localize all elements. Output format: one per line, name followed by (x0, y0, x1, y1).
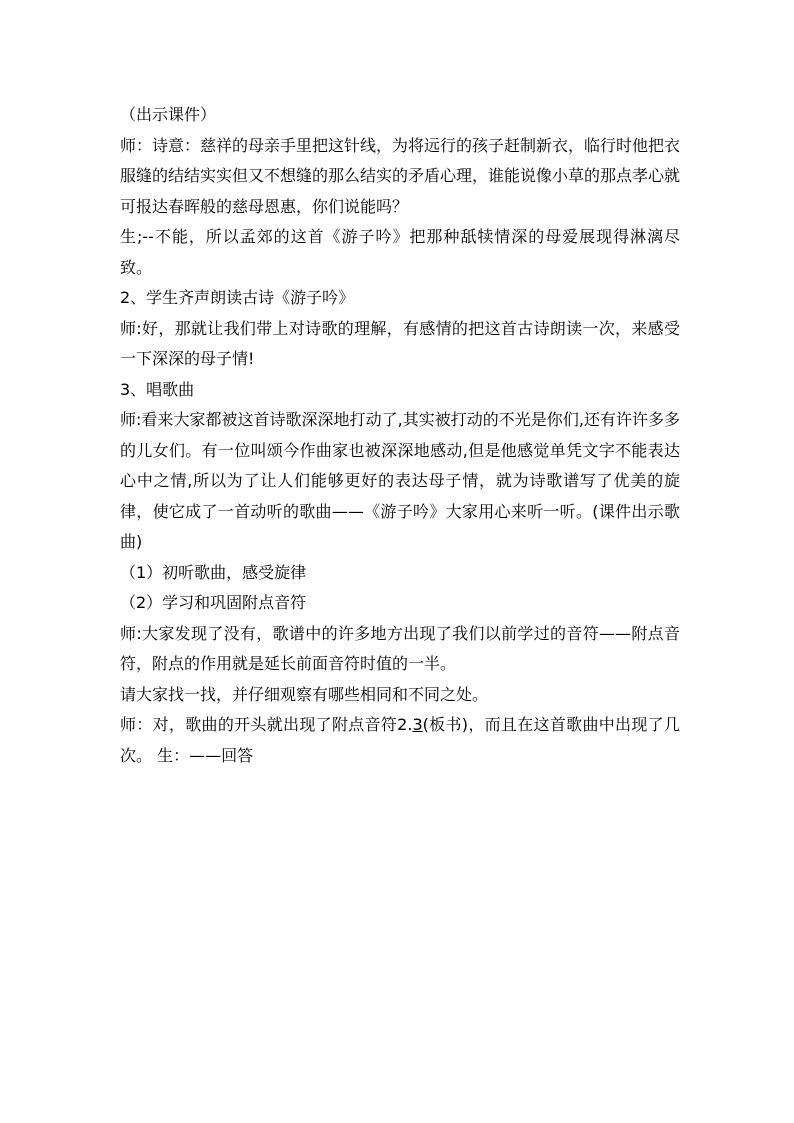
heading-step-2: 2、学生齐声朗读古诗《游子吟》 (120, 288, 355, 307)
paragraph-teacher-poem-meaning: 师：诗意：慈祥的母亲手里把这针线，为将远行的孩子赶制新衣，临行时他把衣服缝的结结实实但又不想缝的那么结实的矛盾心理，谁能说像小草的那点孝心就可报达春晖般的慈母恩惠，你们说能吗？ (120, 135, 681, 216)
paragraph-teacher-read-aloud: 师:好，那就让我们带上对诗歌的理解，有感情的把这首古诗朗读一次，来感受一下深深的母子情! (120, 318, 680, 368)
heading-step-3: 3、唱歌曲 (120, 379, 195, 399)
paragraph-find-differences: 请大家找一找，并仔细观察有哪些相同和不同之处。 (120, 684, 489, 704)
document-page (120, 100, 680, 771)
paragraph-teacher-song-opening (120, 710, 680, 771)
paragraph-teacher-dotted-notes: 师:大家发现了没有，歌谱中的许多地方出现了我们以前学过的音符——附点音符，附点的作用就是延长前面音符时值的一半。 (120, 623, 680, 673)
paragraph-teacher-song-intro: 师:看来大家都被这首诗歌深深地打动了,其实被打动的不光是你们,还有许许多多的儿女们。有一位叫颂今作曲家也被深深地感动,但是他感觉单凭文字不能表达心中之情,所以为了让人们能够更好的表达母子情，就为诗歌谱写了优美的旋律，使它成了一首动听的歌曲——《游子吟》大家用心来听一听。(课件出示歌曲) (120, 410, 680, 551)
list-item-dotted-notes: （2）学习和巩固附点音符 (120, 593, 307, 612)
list-item-first-listen: （1）初听歌曲，感受旋律 (120, 562, 307, 582)
paragraph-text-before: 师：对，歌曲的开头就出现了附点音符2. (120, 715, 413, 734)
paragraph-show-courseware: （出示课件） (120, 105, 217, 124)
underlined-note: 3 (412, 715, 423, 734)
paragraph-student-answer: 生;--不能，所以孟郊的这首《游子吟》把那种舐犊情深的母爱展现得淋漓尽致。 (120, 227, 680, 277)
paragraph-text-after: (板书)，而且在这首歌曲中出现了几次。 生：——回答 (120, 715, 680, 765)
